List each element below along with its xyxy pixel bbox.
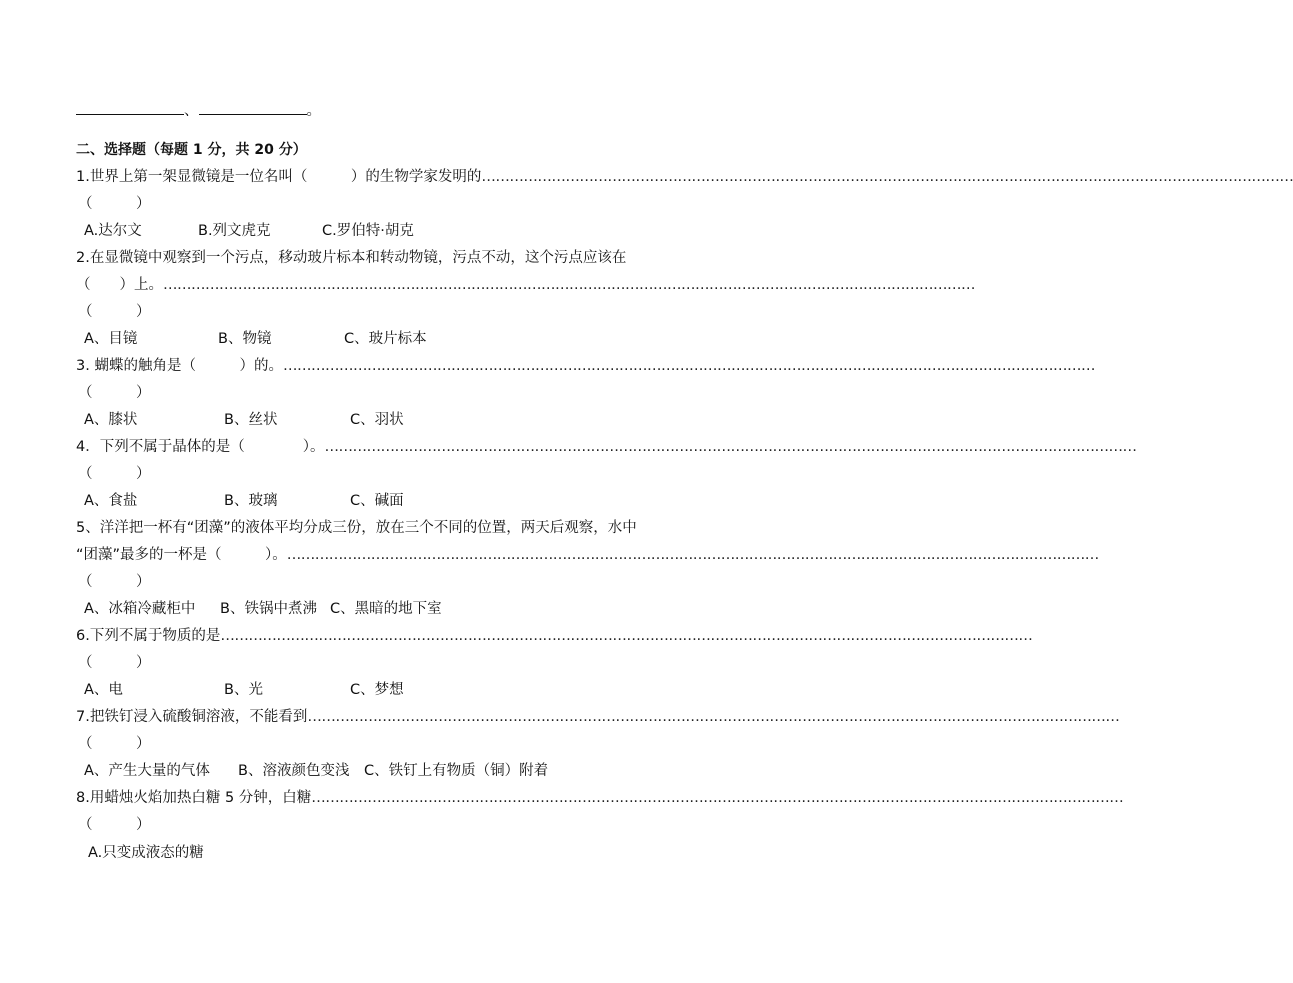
leader-dots: ………………………………………………………………………………………………………………………………………………………… — [481, 169, 1293, 185]
question-3-stem: 3. 蝴蝶的触角是（ ）的。 ………………………………………………………………………………………………………………………………………………………… — [76, 358, 1095, 374]
option-a[interactable]: A.达尔文 — [84, 223, 142, 239]
option-c[interactable]: C、梦想 — [350, 682, 404, 698]
option-b[interactable]: B、物镜 — [218, 331, 272, 347]
question-4-options — [84, 491, 632, 511]
leader-dots: ………………………………………………………………………………………………………………………………………………………… — [311, 790, 1124, 806]
section-title: 二、选择题（每题 1 分，共 20 分） — [76, 142, 307, 158]
question-6-answer[interactable]: （ ） — [78, 655, 151, 671]
option-a[interactable]: A、目镜 — [84, 331, 138, 347]
option-a[interactable]: A、产生大量的气体 — [84, 763, 210, 779]
leader-dots: ………………………………………………………………………………………………………………………………………………………… — [282, 358, 1095, 374]
option-c[interactable]: C、铁钉上有物质（铜）附着 — [364, 763, 549, 779]
option-a[interactable]: A、电 — [84, 682, 123, 698]
option-b[interactable]: B、玻璃 — [224, 493, 278, 509]
question-8-stem: 8.用蜡烛火焰加热白糖 5 分钟，白糖 ………………………………………………………………………………………………………………………………………………………… — [76, 790, 1124, 806]
question-6-options — [84, 680, 632, 700]
option-a[interactable]: A、冰箱冷藏柜中 — [84, 601, 196, 617]
question-7-stem: 7.把铁钉浸入硫酸铜溶液，不能看到 ………………………………………………………………………………………………………………………………………………………… — [76, 709, 1120, 725]
option-c[interactable]: C.罗伯特·胡克 — [322, 223, 414, 239]
question-5-answer[interactable]: （ ） — [78, 574, 151, 590]
option-b[interactable]: B、光 — [224, 682, 263, 698]
answer-blank-1[interactable] — [76, 100, 184, 115]
question-1-stem: 1.世界上第一架显微镜是一位名叫（ ）的生物学家发明的 ………………………………………………………………………………………………………………………………………………………… — [76, 169, 1293, 185]
option-b[interactable]: B.列文虎克 — [198, 223, 271, 239]
question-4-answer[interactable]: （ ） — [78, 466, 151, 482]
leader-dots: ………………………………………………………………………………………………………………………………………………………… — [307, 709, 1120, 725]
question-4-stem: 4．下列不属于晶体的是（ ）。 ………………………………………………………………………………………………………………………………………………………… — [76, 439, 1137, 455]
question-7-options — [84, 761, 632, 781]
option-a[interactable]: A、膝状 — [84, 412, 138, 428]
option-b[interactable]: B、溶液颜色变浅 — [238, 763, 350, 779]
leader-dots: ………………………………………………………………………………………………………………………………………………………… — [324, 439, 1137, 455]
leader-dots: ………………………………………………………………………………………………………………………………………………………… — [220, 628, 1033, 644]
option-c[interactable]: C、玻片标本 — [344, 331, 427, 347]
option-c[interactable]: C、碱面 — [350, 493, 404, 509]
question-7-answer[interactable]: （ ） — [78, 736, 151, 752]
question-2-answer[interactable]: （ ） — [78, 304, 151, 320]
option-c[interactable]: C、羽状 — [350, 412, 404, 428]
question-1-options — [84, 221, 632, 241]
option-c[interactable]: C、黑暗的地下室 — [330, 601, 442, 617]
question-6-stem: 6.下列不属于物质的是 ………………………………………………………………………………………………………………………………………………………… — [76, 628, 1033, 644]
fill-blank-row — [76, 100, 624, 121]
option-b[interactable]: B、铁锅中煮沸 — [220, 601, 317, 617]
question-3-options — [84, 410, 632, 430]
question-3-answer[interactable]: （ ） — [78, 385, 151, 401]
question-5-stem-line2: “团藻”最多的一杯是（ ）。 ………………………………………………………………………………………………………………………………………………………… — [76, 547, 1099, 563]
option-a[interactable]: A、食盐 — [84, 493, 138, 509]
answer-blank-2[interactable] — [199, 100, 307, 115]
question-2-stem: 2.在显微镜中观察到一个污点，移动玻片标本和转动物镜，污点不动，这个污点应该在 — [76, 250, 627, 266]
question-8-answer[interactable]: （ ） — [78, 817, 151, 833]
option-b[interactable]: B、丝状 — [224, 412, 278, 428]
question-5-options — [84, 599, 632, 619]
question-8-options — [88, 843, 636, 863]
question-1-answer[interactable]: （ ） — [78, 196, 151, 212]
question-2-stem-line2: （ ）上。 ………………………………………………………………………………………………………………………………………………………… — [76, 277, 975, 293]
question-2-options — [84, 329, 632, 349]
leader-dots: ………………………………………………………………………………………………………………………………………………………… — [286, 547, 1099, 563]
leader-dots: ………………………………………………………………………………………………………………………………………………………… — [163, 277, 975, 293]
question-5-stem: 5、洋洋把一杯有“团藻”的液体平均分成三份，放在三个不同的位置，两天后观察，水中 — [76, 520, 637, 536]
separator: 、 — [184, 103, 199, 119]
period: 。 — [306, 103, 321, 119]
option-a[interactable]: A.只变成液态的糖 — [88, 845, 204, 861]
